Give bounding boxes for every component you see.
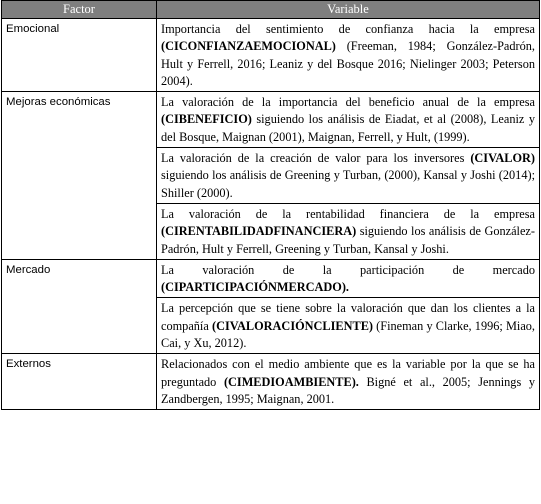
variable-refs: Bigné et al., 2005; Jennings y Zandbergen, 1995; Maignan, 2001. [161,374,535,406]
variable-refs: siguiendo los análisis de Eiadat, et al (2008), Leaniz y del Bosque, Maignan (2001), Maignan, Ferrell, y Hult, (1999). [161,112,535,144]
variable-cell [157,354,540,410]
variable-refs: siguiendo los análisis de González-Padrón, Hult y Ferrell, Greening y Turban, Kansal y Joshi. [161,224,535,256]
factor-variable-table [1,0,540,410]
variable-code: (CIPARTICIPACIÓNMERCADO). [161,280,349,295]
variable-refs: siguiendo los análisis de Greening y Turban, (2000), Kansal y Joshi (2014); Shiller (2000). [161,168,535,200]
variable-text: Importancia del sentimiento de confianza hacia la empresa [161,22,535,36]
factor-cell: Mejoras económicas [2,92,157,260]
header-variable: Variable [157,1,540,19]
variable-cell [157,203,540,259]
table-row [2,92,540,148]
header-factor: Factor [2,1,157,19]
variable-text: La valoración de la importancia del beneficio anual de la empresa [161,95,535,110]
factor-cell: Emocional [2,19,157,92]
variable-cell [157,148,540,204]
variable-text: La valoración de la creación de valor para los inversores [161,151,471,166]
variable-code: (CIRENTABILIDADFINANCIERA) [161,224,357,239]
variable-code: (CIVALOR) [470,151,535,166]
variable-refs: (Fineman y Clarke, 1996; Miao, Cai, y Xu, 2012). [161,318,535,351]
variable-cell [157,259,540,298]
variable-code: (CIVALORACIÓNCLIENTE) [211,318,373,333]
variable-code: (CIMEDIOAMBIENTE). [223,374,359,389]
variable-text: La valoración de la rentabilidad financiera de la empresa [161,206,535,221]
factor-cell: Mercado [2,259,157,353]
header-row [2,1,540,19]
table-row [2,259,540,298]
variable-refs: (Freeman, 1984; González-Padrón, Hult y Ferrell, 2016; Leaniz y del Bosque 2016; Nielinger 2003; Peterson 2004). [161,39,535,88]
variable-code: (CICONFIANZAEMOCIONAL) [161,39,336,54]
factor-cell: Externos [2,354,157,410]
table-row [2,19,540,92]
table-row [2,354,540,410]
variable-text: La percepción que se tiene sobre la valoración que dan los clientes a la compañía [161,301,535,333]
variable-cell [157,92,540,148]
variable-text: La valoración de la participación de mercado [161,262,535,277]
variable-text: Relacionados con el medio ambiente que es la variable por la que se ha preguntado [161,357,535,389]
variable-cell [157,19,540,92]
variable-code: (CIBENEFICIO) [161,112,252,127]
variable-cell [157,298,540,354]
